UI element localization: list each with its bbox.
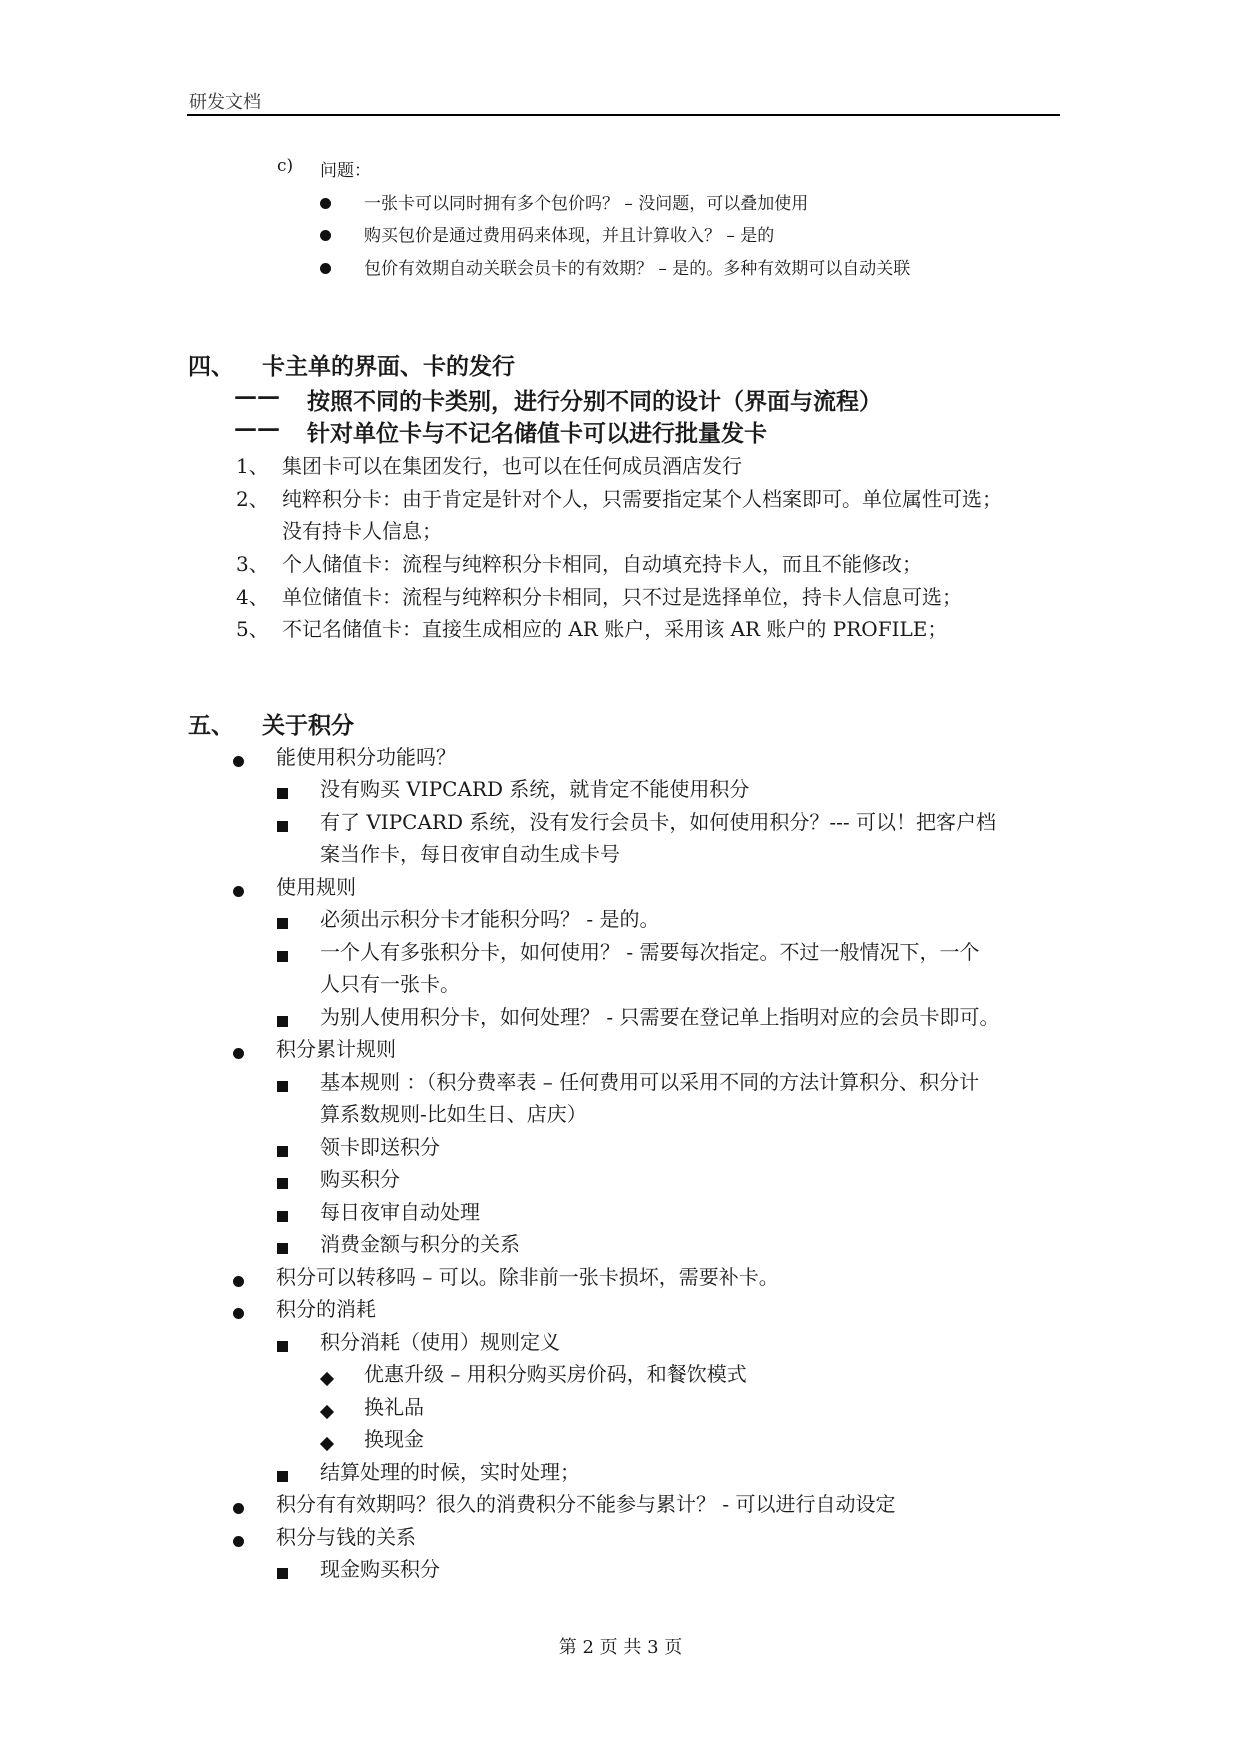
bullet-square-icon <box>277 1333 288 1357</box>
bullet-dot-icon <box>233 748 244 772</box>
bullet-diamond-icon <box>322 1398 332 1422</box>
list-item-text: 包价有效期自动关联会员卡的有效期？ – 是的。多种有效期可以自动关联 <box>364 259 911 279</box>
list-item-text: 换现金 <box>364 1427 424 1451</box>
bullet-square-icon <box>277 1235 288 1259</box>
bullet-dot-icon <box>320 226 331 246</box>
list-item-text: 积分累计规则 <box>276 1037 396 1061</box>
bullet-square-icon <box>277 1138 288 1162</box>
bullet-dot-icon <box>233 1495 244 1519</box>
list-item-text: 积分与钱的关系 <box>276 1525 416 1549</box>
list-item-text: 换礼品 <box>364 1395 424 1419</box>
list-item-text: 积分消耗（使用）规则定义 <box>320 1330 560 1354</box>
section-heading: 按照不同的卡类别，进行分别不同的设计（界面与流程） <box>307 388 882 415</box>
bullet-square-icon <box>277 910 288 934</box>
list-item-text: 现金购买积分 <box>320 1557 440 1581</box>
list-item-text: 每日夜审自动处理 <box>320 1200 480 1224</box>
bullet-square-icon <box>277 1008 288 1032</box>
bullet-dot-icon <box>233 1300 244 1324</box>
list-item-text: 积分的消耗 <box>276 1297 376 1321</box>
list-item-text: 纯粹积分卡：由于肯定是针对个人，只需要指定某个人档案即可。单位属性可选； <box>282 487 1002 511</box>
bullet-dot-icon <box>233 1040 244 1064</box>
list-marker: 5、 <box>236 617 269 641</box>
list-marker: 3、 <box>236 552 269 576</box>
bullet-dot-icon <box>233 1528 244 1552</box>
list-marker: —— <box>234 415 280 442</box>
bullet-square-icon <box>277 1203 288 1227</box>
page-footer: 第 2 页 共 3 页 <box>558 1637 683 1658</box>
bullet-square-icon <box>277 813 288 837</box>
list-item-text: 优惠升级 – 用积分购买房价码，和餐饮模式 <box>364 1362 747 1386</box>
list-item-text: 为别人使用积分卡，如何处理？ - 只需要在登记单上指明对应的会员卡即可。 <box>320 1005 1000 1029</box>
list-marker: 五、 <box>188 712 234 739</box>
list-item-text: 单位储值卡：流程与纯粹积分卡相同，只不过是选择单位，持卡人信息可选； <box>282 585 962 609</box>
list-item-text: 集团卡可以在集团发行，也可以在任何成员酒店发行 <box>282 454 742 478</box>
bullet-dot-icon <box>233 878 244 902</box>
list-item-text: 一张卡可以同时拥有多个包价吗？ – 没问题，可以叠加使用 <box>364 194 809 214</box>
bullet-square-icon <box>277 1463 288 1487</box>
bullet-dot-icon <box>233 1268 244 1292</box>
list-item-text: 领卡即送积分 <box>320 1135 440 1159</box>
list-item-text: 积分可以转移吗 – 可以。除非前一张卡损坏，需要补卡。 <box>276 1265 779 1289</box>
section-heading: 针对单位卡与不记名储值卡可以进行批量发卡 <box>307 420 767 447</box>
list-item-text: 人只有一张卡。 <box>320 972 460 996</box>
section-heading: 关于积分 <box>262 712 354 739</box>
list-marker: —— <box>234 383 280 410</box>
list-item-text: 能使用积分功能吗？ <box>276 745 456 769</box>
list-item-text: 个人储值卡：流程与纯粹积分卡相同，自动填充持卡人，而且不能修改； <box>282 552 922 576</box>
list-item-text: 结算处理的时候，实时处理； <box>320 1460 580 1484</box>
list-marker: 1、 <box>236 454 269 478</box>
list-item-text: 使用规则 <box>276 875 356 899</box>
list-item-text: 问题： <box>320 161 371 181</box>
list-item-text: 基本规则 ：（积分费率表 – 任何费用可以采用不同的方法计算积分、积分计 <box>320 1070 980 1094</box>
list-item-text: 没有购买 VIPCARD 系统，就肯定不能使用积分 <box>320 777 750 801</box>
list-item-text: 有了 VIPCARD 系统，没有发行会员卡，如何使用积分？--- 可以！把客户档 <box>320 810 996 834</box>
bullet-square-icon <box>277 780 288 804</box>
bullet-dot-icon <box>320 259 331 279</box>
list-item-text: 没有持卡人信息； <box>282 519 442 543</box>
list-marker: 4、 <box>236 585 269 609</box>
header-divider <box>187 114 1060 116</box>
section-heading: 卡主单的界面、卡的发行 <box>262 353 515 380</box>
list-marker: c) <box>277 156 294 176</box>
list-item-text: 消费金额与积分的关系 <box>320 1232 520 1256</box>
bullet-diamond-icon <box>322 1365 332 1389</box>
list-item-text: 购买包价是通过费用码来体现，并且计算收入？ – 是的 <box>364 226 775 246</box>
list-item-text: 积分有有效期吗？很久的消费积分不能参与累计？ - 可以进行自动设定 <box>276 1492 896 1516</box>
bullet-square-icon <box>277 943 288 967</box>
list-marker: 2、 <box>236 487 269 511</box>
bullet-square-icon <box>277 1560 288 1584</box>
list-item-text: 算系数规则-比如生日、店庆） <box>320 1102 587 1126</box>
bullet-dot-icon <box>320 194 331 214</box>
bullet-diamond-icon <box>322 1430 332 1454</box>
list-item-text: 购买积分 <box>320 1167 400 1191</box>
list-item-text: 必须出示积分卡才能积分吗？ - 是的。 <box>320 907 660 931</box>
document-header-title: 研发文档 <box>189 92 261 113</box>
list-item-text: 一个人有多张积分卡，如何使用？ - 需要每次指定。不过一般情况下，一个 <box>320 940 980 964</box>
list-marker: 四、 <box>188 353 234 380</box>
bullet-square-icon <box>277 1073 288 1097</box>
list-item-text: 案当作卡，每日夜审自动生成卡号 <box>320 842 620 866</box>
bullet-square-icon <box>277 1170 288 1194</box>
list-item-text: 不记名储值卡：直接生成相应的 AR 账户，采用该 AR 账户的 PROFILE； <box>282 617 948 641</box>
